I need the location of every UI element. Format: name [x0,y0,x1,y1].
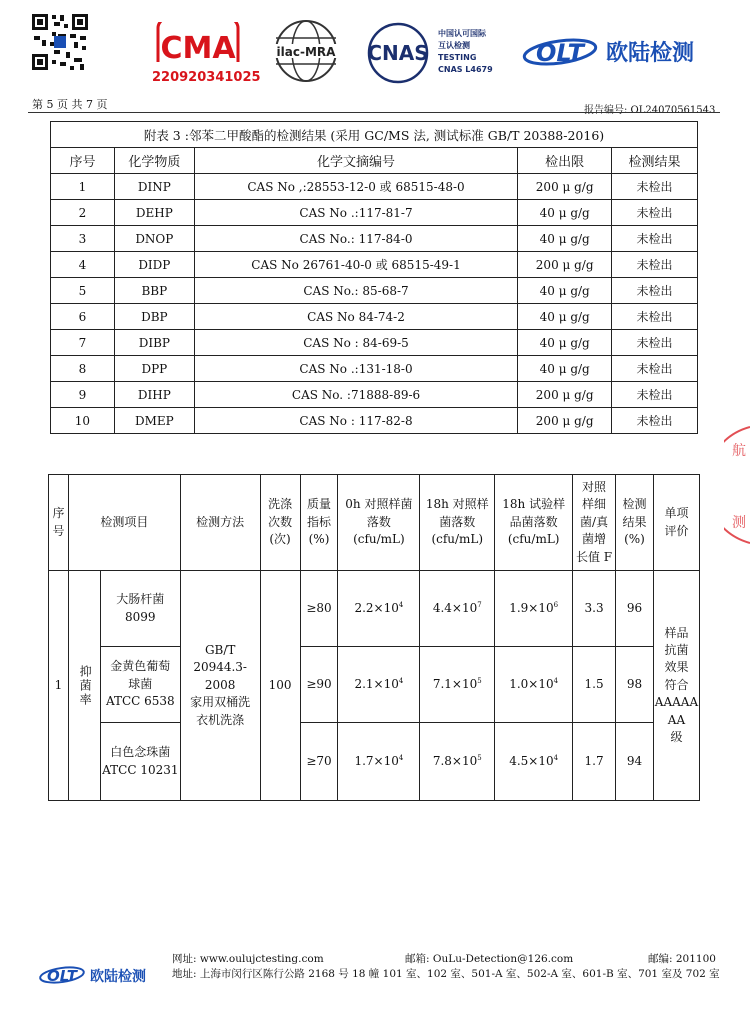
table2-header-growth: 对照 样细 菌/真 菌增 长值 F [573,475,616,571]
table1-cell-result: 未检出 [612,200,698,226]
table2-header-0h: 0h 对照样菌 落数 (cfu/mL) [338,475,420,571]
table1-header-limit: 检出限 [518,148,612,174]
table1-cell-result: 未检出 [612,174,698,200]
table2-cell-bacteria [100,571,180,647]
svg-text:测: 测 [732,515,746,531]
table1-cell-seq: 8 [51,356,115,382]
table1-cell-cas-number: CAS No .:117-81-7 [194,200,517,226]
table1-cell-cas-number: CAS No : 84-69-5 [194,330,517,356]
table1-cell-cas-number: CAS No. :71888-89-6 [194,382,517,408]
table1-cell-chemical: DEHP [114,200,194,226]
table2-cell-0h [338,647,420,723]
table2-cell-quality: ≥70 [300,723,338,801]
header-divider [28,112,720,113]
table1-cell-chemical: DBP [114,304,194,330]
table1-cell-detection-limit: 40 μ g/g [518,226,612,252]
cnas-line-2: 互认检测 [438,41,470,50]
text-line: ATCC 6538 [105,694,175,709]
table1-cell-chemical: DIBP [114,330,194,356]
footer-brand-name: 欧陆检测 [90,969,146,985]
table1-cell-detection-limit: 200 μ g/g [518,382,612,408]
text-line: 效果 [664,660,689,675]
table1-cell-detection-limit: 40 μ g/g [518,278,612,304]
footer-email: 邮箱: OuLu-Detection@126.com [405,953,574,965]
table2-cell-0h-mantissa: 2.2×10 [354,600,399,615]
table2-header-quality: 质量 指标 (%) [300,475,338,571]
table1-cell-result: 未检出 [612,330,698,356]
table1-header-chemical: 化学物质 [114,148,194,174]
cnas-line-3: TESTING [438,53,477,62]
table2-cell-18h-test-exponent: 4 [553,676,559,685]
text-line: 20944.3-2008 [193,660,247,692]
table1-cell-seq: 2 [51,200,115,226]
table2-cell-0h-exponent: 4 [398,753,404,762]
text-line: 抗菌 [664,643,689,658]
table1-cell-result: 未检出 [612,356,698,382]
table2-cell-0h-exponent: 4 [398,600,404,609]
table2-cell-18h-control [420,723,495,801]
table1-row [51,174,698,200]
table1-cell-seq: 1 [51,174,115,200]
text-line: 符合 [664,677,689,692]
table2-cell-wash-times: 100 [260,571,300,801]
table1-header-cas: 化学文摘编号 [194,148,517,174]
table2-cell-0h-mantissa: 1.7×10 [354,753,399,768]
table1-cell-cas-number: CAS No.: 85-68-7 [194,278,517,304]
table1-cell-result: 未检出 [612,278,698,304]
brand-name: 欧陆检测 [606,41,695,66]
qr-code [30,12,90,84]
table1-cell-seq: 3 [51,226,115,252]
text-line: 级 [670,729,683,744]
table1-row [51,330,698,356]
table1-cell-result: 未检出 [612,252,698,278]
footer-brand-logo [38,962,158,988]
text-line: 白色念珠菌 [110,745,171,760]
table2-cell-0h [338,571,420,647]
table1-cell-detection-limit: 200 μ g/g [518,408,612,434]
table1-row [51,200,698,226]
category-label: 抑菌率 [78,664,93,707]
table1-cell-detection-limit: 200 μ g/g [518,174,612,200]
table1-cell-result: 未检出 [612,226,698,252]
cnas-line-4: CNAS L4679 [438,65,493,74]
table1-cell-chemical: DIDP [114,252,194,278]
table1-cell-result: 未检出 [612,408,698,434]
table2-cell-category [68,571,100,801]
table1-cell-detection-limit: 40 μ g/g [518,356,612,382]
table1-header-seq: 序号 [51,148,115,174]
table2-cell-0h-mantissa: 2.1×10 [354,676,399,691]
table1-cell-detection-limit: 40 μ g/g [518,304,612,330]
cma-code: 220920341025 [152,70,261,85]
table1-cell-chemical: DIHP [114,382,194,408]
table2-cell-18h-test [495,571,573,647]
ilac-label: ilac-MRA [276,45,336,59]
cnas-label: CNAS [367,41,429,65]
table1-cell-result: 未检出 [612,304,698,330]
table2-cell-growth: 1.7 [573,723,616,801]
table1-row [51,356,698,382]
table2-cell-0h-exponent: 4 [398,676,404,685]
table1-cell-detection-limit: 40 μ g/g [518,200,612,226]
svg-text:CMA: CMA [160,31,236,66]
table1-cell-detection-limit: 40 μ g/g [518,330,612,356]
cnas-line-1: 中国认可国际 [438,29,486,38]
table1-row [51,252,698,278]
table1-cell-seq: 4 [51,252,115,278]
table2-header-18h-test: 18h 试验样 品菌落数 (cfu/mL) [495,475,573,571]
table2-cell-growth: 1.5 [573,647,616,723]
table1-row [51,278,698,304]
table1-cell-cas-number: CAS No : 117-82-8 [194,408,517,434]
page-number: 第 5 页 共 7 页 [32,98,108,111]
svg-text:OLT: OLT [46,967,78,985]
table1-cell-result: 未检出 [612,382,698,408]
svg-text:OLT: OLT [535,39,585,67]
footer-address: 地址: 上海市闵行区陈行公路 2168 号 18 幢 101 室、102 室、501-A 室、502-A 室、601-B 室、701 室及 702 室 [172,968,720,980]
table2-cell-18h-test [495,723,573,801]
table2-cell-method [180,571,260,801]
table2-cell-18h-control [420,571,495,647]
table2-header-eval: 单项 评价 [653,475,699,571]
text-line: 8099 [125,609,156,624]
table1-cell-seq: 10 [51,408,115,434]
table2-cell-rate: 98 [616,647,654,723]
table2-cell-rate: 96 [616,571,654,647]
ilac-mra-logo [266,18,346,84]
table2-cell-quality: ≥90 [300,647,338,723]
table1-cell-seq: 6 [51,304,115,330]
table1-row [51,382,698,408]
table2-header-seq: 序 号 [49,475,69,571]
table2-header-method: 检测方法 [180,475,260,571]
text-line: 衣机洗涤 [196,712,245,727]
table2-header-rate: 检测 结果 (%) [616,475,654,571]
table1-cell-cas-number: CAS No 84-74-2 [194,304,517,330]
table2-cell-seq: 1 [49,571,69,801]
table1-cell-cas-number: CAS No.: 117-84-0 [194,226,517,252]
table1-cell-seq: 5 [51,278,115,304]
table1-cell-cas-number: CAS No 26761-40-0 或 68515-49-1 [194,252,517,278]
table2-cell-18h-control-exponent: 5 [477,676,482,685]
table2-row [49,647,700,723]
table2-cell-18h-test-mantissa: 1.0×10 [509,676,554,691]
table2-cell-18h-control-exponent: 5 [477,753,482,762]
table1-cell-chemical: DNOP [114,226,194,252]
table2-cell-growth: 3.3 [573,571,616,647]
cnas-logo [362,22,502,84]
table2-cell-18h-test [495,647,573,723]
table1-cell-detection-limit: 200 μ g/g [518,252,612,278]
table2-row [49,571,700,647]
table2-cell-evaluation [653,571,699,801]
table2-cell-bacteria [100,723,180,801]
table2-cell-18h-control-mantissa: 7.8×10 [432,753,478,768]
table1-row [51,226,698,252]
footer-postcode: 邮编: 201100 [648,953,716,965]
text-line: 大肠杆菌 [116,592,165,607]
text-line: AA [667,712,686,727]
table2-cell-18h-test-exponent: 6 [553,600,559,609]
table2-cell-18h-test-mantissa: 1.9×10 [509,600,554,615]
phthalate-results-table [50,121,698,434]
table1-cell-chemical: DPP [114,356,194,382]
table2-row [49,723,700,801]
table2-header-18h-control: 18h 对照样 菌落数 (cfu/mL) [420,475,495,571]
table1-caption: 附表 3 :邻苯二甲酸酯的检测结果 (采用 GC/MS 法, 测试标准 GB/T 20388-2016) [51,122,698,148]
text-line: 金黄色葡萄 [110,659,171,674]
svg-text:航: 航 [732,443,746,459]
table1-row [51,408,698,434]
text-line: GB/T [204,643,236,658]
table2-cell-quality: ≥80 [300,571,338,647]
antibacterial-results-table [48,474,700,801]
text-line: AAAAA [654,695,699,710]
text-line: 样品 [664,625,689,640]
report-number: 报告编号: OL24070561543 [584,105,716,116]
table1-cell-seq: 9 [51,382,115,408]
text-line: 家用双桶洗 [190,695,251,710]
table2-cell-0h [338,723,420,801]
table2-header-wash: 洗涤 次数 (次) [260,475,300,571]
olt-brand-logo [520,32,720,72]
seal-stamp-fragment [724,425,750,545]
table2-cell-18h-control-mantissa: 4.4×10 [432,600,478,615]
table1-header-result: 检测结果 [612,148,698,174]
table2-cell-18h-control [420,647,495,723]
table1-cell-cas-number: CAS No ,:28553-12-0 或 68515-48-0 [194,174,517,200]
table2-header-item: 检测项目 [68,475,180,571]
table2-cell-bacteria [100,647,180,723]
table1-row [51,304,698,330]
table2-cell-18h-control-mantissa: 7.1×10 [432,676,478,691]
table2-cell-18h-control-exponent: 7 [477,600,482,609]
table1-cell-cas-number: CAS No .:131-18-0 [194,356,517,382]
text-line: 球菌 [128,676,153,691]
table2-cell-18h-test-mantissa: 4.5×10 [509,753,554,768]
table1-cell-seq: 7 [51,330,115,356]
table2-cell-rate: 94 [616,723,654,801]
table1-cell-chemical: DMEP [114,408,194,434]
table2-cell-18h-test-exponent: 4 [553,753,559,762]
footer-website: 网址: www.oulujctesting.com [172,953,324,965]
text-line: ATCC 10231 [102,762,179,777]
table1-cell-chemical: DINP [114,174,194,200]
table1-cell-chemical: BBP [114,278,194,304]
